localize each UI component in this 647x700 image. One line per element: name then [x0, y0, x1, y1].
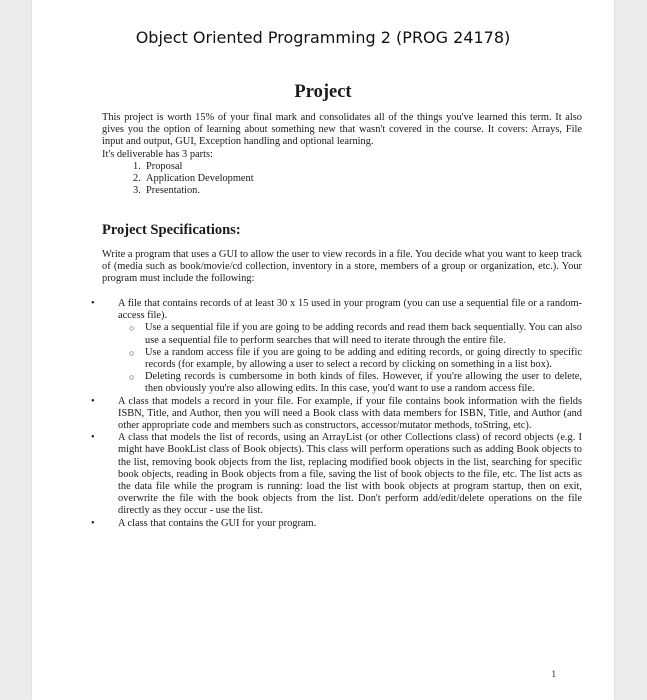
- bullet-item: [91, 298, 582, 396]
- deliverable-line: It's deliverable has 3 parts:: [102, 148, 213, 160]
- sub-bullet-text: Use a random access file if you are going to be adding and editing records, or going directly to specific records (for example, by allowing a user to select a record by clicking on something in a list box).: [145, 346, 582, 371]
- hollow-bullet-icon: ○: [129, 347, 135, 358]
- bullet-icon: •: [91, 395, 95, 407]
- document-page: [32, 0, 614, 700]
- bullet-icon: •: [91, 432, 95, 444]
- bullet-item: [91, 395, 582, 433]
- bullet-icon: •: [91, 298, 95, 309]
- bullet-text: A file that contains records of at least 30 x 15 used in your program (you can use a sequential file or a random- access file).: [118, 298, 582, 322]
- list-item: [133, 160, 582, 173]
- list-item-text: Presentation.: [146, 185, 200, 197]
- hollow-bullet-icon: ○: [129, 323, 135, 334]
- list-item: [133, 173, 582, 185]
- list-item-text: Proposal: [146, 160, 183, 172]
- list-item-text: Application Development: [146, 173, 254, 185]
- bullet-text: A class that models a record in your file. For example, if your file contains book information with the fields ISBN, Title, and Author, then you will need a Book class with data members for ISBN, Title, and Author (and other appropriate code and members such as constructors, accessor/mutator methods, toString, etc).: [118, 395, 582, 432]
- list-number: 3.: [133, 185, 141, 197]
- bullet-icon: •: [91, 517, 95, 529]
- section-heading: Project Specifications:: [102, 222, 241, 238]
- sub-bullet-item: [125, 322, 582, 346]
- sub-bullet-item: [125, 347, 582, 371]
- bullet-text: A class that contains the GUI for your program.: [118, 517, 317, 529]
- list-number: 2.: [133, 173, 141, 185]
- list-item: [133, 185, 582, 197]
- bullet-item: [91, 517, 582, 530]
- sub-bullet-text: Deleting records is cumbersome in both kinds of files. However, if you're allowing the user to delete, then obviously you're also allowing edits. In this case, you'd want to use a random access file.: [145, 371, 582, 395]
- spec-intro-paragraph: Write a program that uses a GUI to allow the user to view records in a file. You decide what you want to keep track of (media such as book/movie/cd collection, inventory in a store, members of a group or organization, etc.). Your program must include the following:: [102, 249, 582, 285]
- bullet-text: A class that models the list of records, using an ArrayList (or other Collections class) of record objects (e.g. I might have BookList class of Book objects). This class will perform operations such as adding Book objects to the list, removing book objects from the list, replacing modified book objects in the list, searching for specific book objects, reading in Book objects from a file, saving the list of book objects to the file, etc. The list acts as the data file while the program is running: load the list with book objects at program startup, then on exit, overwrite the file with the book objects from the list. Don't perform add/edit/delete operations on the file directly as they occur - use the list.: [118, 432, 582, 517]
- page-title: Project: [294, 82, 352, 102]
- list-number: 1.: [133, 160, 141, 172]
- sub-bullet-text: Use a sequential file if you are going to be adding records and read them back sequentially. You can also use a sequential file to perform searches that will need to iterate through the entire file.: [145, 322, 582, 346]
- hollow-bullet-icon: ○: [129, 372, 135, 383]
- spec-bullet-list: [91, 298, 582, 530]
- sub-bullet-item: [125, 371, 582, 395]
- intro-section: [102, 112, 582, 197]
- intro-paragraph: This project is worth 15% of your final mark and consolidates all of the things you've learned this term. It also gives you the option of learning about something new that wasn't covered in the course. It covers: Arrays, File input and output, GUI, Exception handling and optional learning.: [102, 112, 582, 148]
- parts-list: [102, 161, 582, 198]
- course-header: Object Oriented Programming 2 (PROG 24178): [135, 28, 511, 47]
- page-number: 1: [551, 669, 556, 679]
- bullet-item: [91, 432, 582, 517]
